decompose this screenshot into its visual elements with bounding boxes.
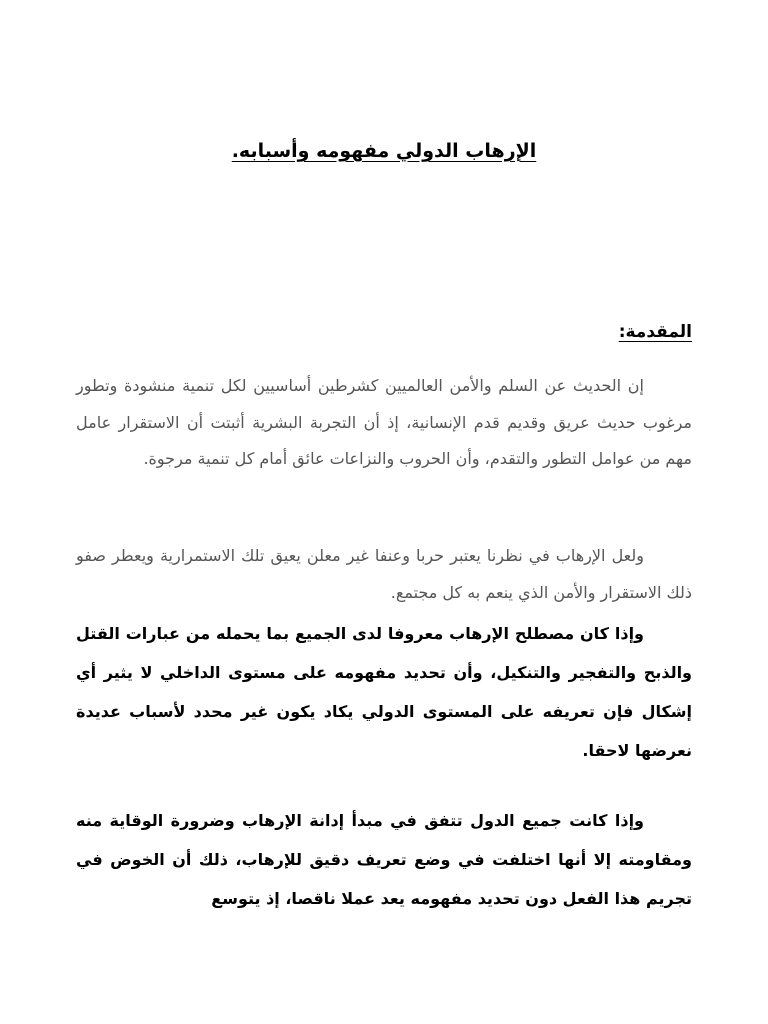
paragraph-3: وإذا كان مصطلح الإرهاب معروفا لدى الجميع بما يحمله من عبارات القتل والذبح والتفجير والتنكيل، وأن تحديد مفهومه على مستوى الداخلي لا يثير أي إشكال فإن تعريفه على المستوى الدولي يكاد يكون غير محدد لأسباب عديدة نعرضها لاحقا. bbox=[76, 624, 692, 760]
paragraph-4: وإذا كانت جميع الدول تتفق في مبدأ إدانة الإرهاب وضرورة الوقاية منه ومقاومته إلا أنها اختلفت في وضع تعريف دقيق للإرهاب، ذلك أن الخوض في تجريم هذا الفعل دون تحديد مفهومه يعد عملا ناقصا، إذ يتوسع bbox=[76, 811, 692, 908]
intro-heading: المقدمة: bbox=[618, 322, 692, 342]
document-title: الإرهاب الدولي مفهومه وأسبابه. bbox=[231, 140, 537, 162]
paragraph-2: ولعل الإرهاب في نظرنا يعتبر حربا وعنفا غير معلن يعيق تلك الاستمرارية ويعطر صفو ذلك الاستقرار والأمن الذي ينعم به كل مجتمع. bbox=[76, 546, 692, 602]
paragraph-1: إن الحديث عن السلم والأمن العالميين كشرطين أساسيين لكل تنمية منشودة وتطور مرغوب حديث عريق وقديم قدم الإنسانية، إذ أن التجربة البشرية أثبتت أن الاستقرار عامل مهم من عوامل التطور والتقدم، وأن الحروب والنزاعات عائق أمام كل تنمية مرجوة. bbox=[76, 376, 692, 468]
